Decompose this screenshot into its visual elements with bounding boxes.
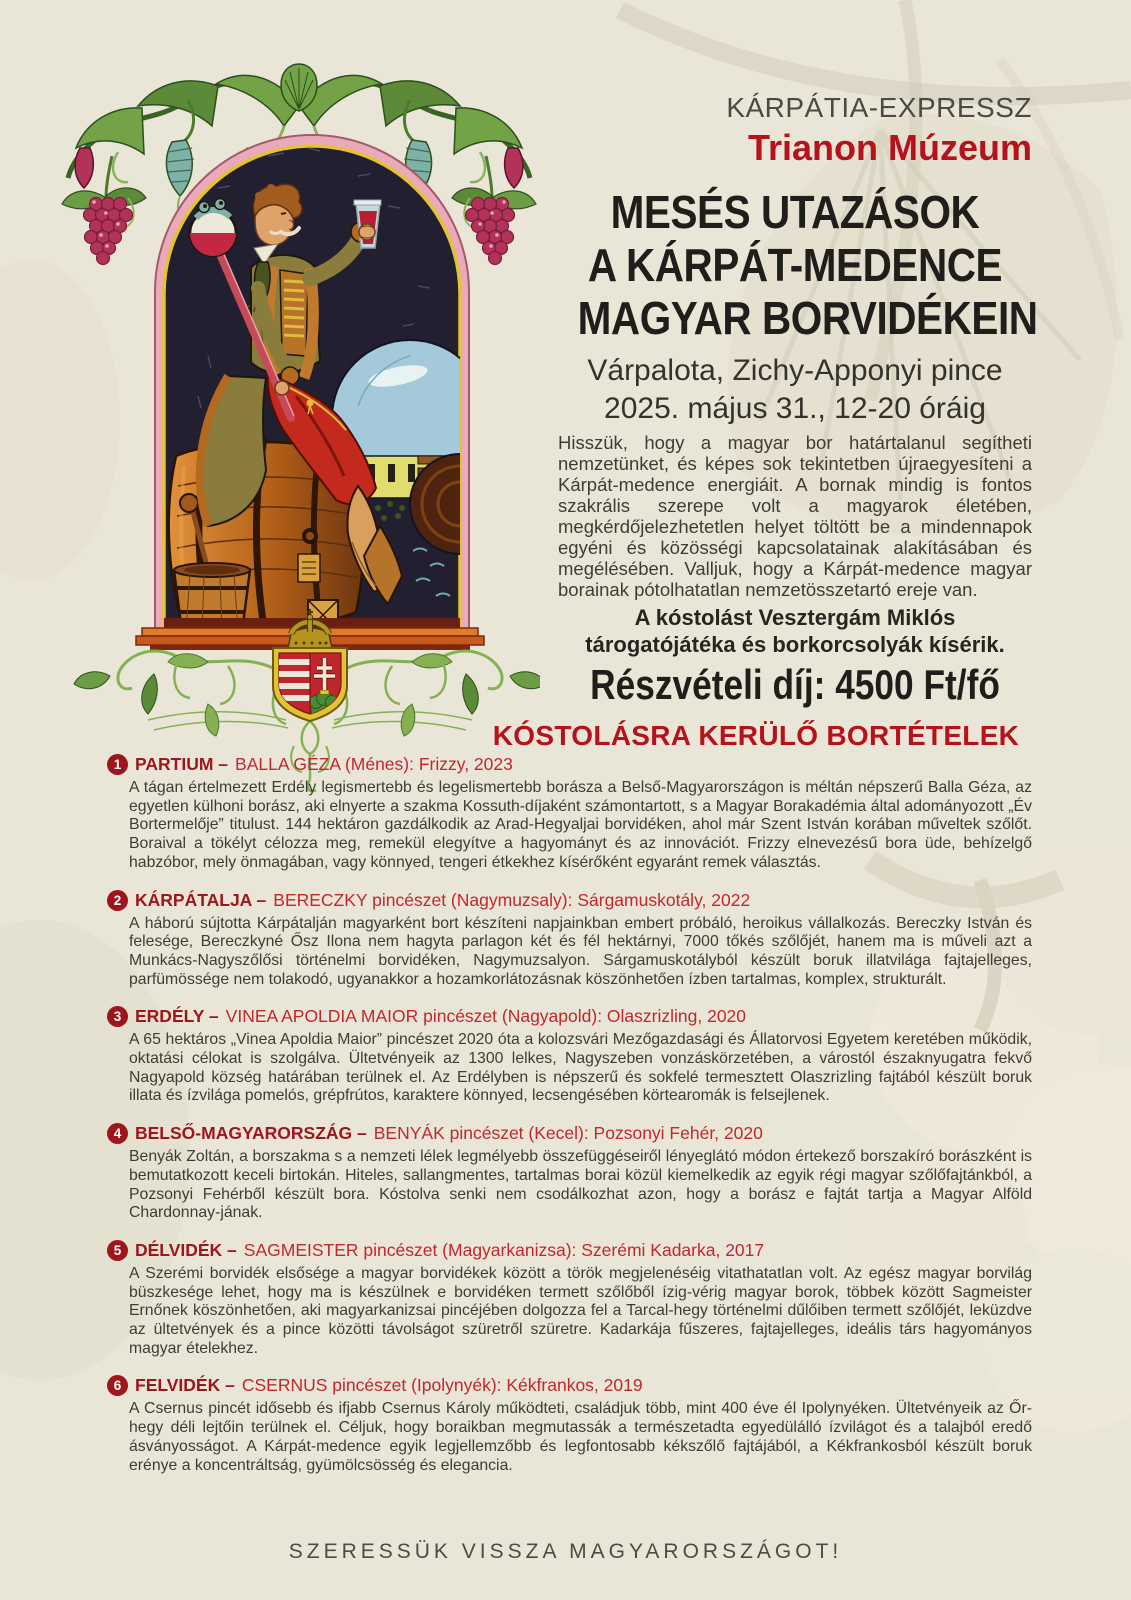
- wine-producer: CSERNUS pincészet (Ipolynyék): Kékfrankos, 2019: [241, 1375, 643, 1396]
- wine-number-badge: 2: [107, 890, 128, 911]
- accompaniment-note: A kóstolást Vesztergám Miklós tárogatójátéka és borkorcsolyák kísérik.: [585, 605, 1005, 657]
- wine-list-item: [99, 754, 1032, 873]
- wine-number-badge: 3: [107, 1006, 128, 1027]
- header-block: [726, 92, 1032, 169]
- wine-description: A háború sújtotta Kárpátalján magyarként bort készíteni napjainkban embert próbáló, heroikus vállalkozás. Bereczky István és felesége, Bereczkyné Ősz Ilona nem hagyta parlagon két és fél hektárnyi, 7000 tőkés szőlőjét, hanem ma is műveli azt a Munkács-Nagyszőlősi történelmi borvidéken, Nagymuzsalyon. Sárgamuskotályból készült boruk illatvilága fajtajelleges, parfümössége nem tolakodó, ugyanakkor a hozamkorlátozásnak köszönhetően ízben tartalmas, komplex, strukturált.: [129, 914, 1032, 988]
- wine-list-item: [99, 1375, 1032, 1475]
- wine-region: KÁRPÁTALJA –: [135, 889, 267, 910]
- wine-producer: SAGMEISTER pincészet (Magyarkanizsa): Szerémi Kadarka, 2017: [243, 1239, 765, 1260]
- wine-number-badge: 5: [107, 1240, 128, 1261]
- wine-description: Benyák Zoltán, a borszakma s a nemzeti lélek legmélyebb összefüggéseiről lényeglátó módon értekező borszakíró borászként is bemutatkozott keceli birtokán. Hiteles, sallangmentes, tartalmas borai közül kiemelkedik az egyik régi magyar szőlőfajtánkból, a Pozsonyi Fehérből készült bora. Kóstolva senki nem csodálkozhat azon, hogy a borász e fajtát tartja a Magyar Alföld Chardonnay-jának.: [129, 1148, 1032, 1222]
- wine-region: ERDÉLY –: [135, 1006, 219, 1027]
- wine-heading: [99, 890, 1032, 911]
- wine-heading: [99, 1375, 1032, 1396]
- wine-number-badge: 6: [107, 1375, 128, 1396]
- page-title: MESÉS UTAZÁSOK A KÁRPÁT-MEDENCE MAGYAR BORVIDÉKEIN: [577, 186, 1038, 344]
- intro-paragraph: Hisszük, hogy a magyar bor határtalanul segítheti nemzetünket, és képes sok tekintetben újraegyesíteni a Kárpát-medence energiáit. A bornak mindig is fontos szakrális szerepe volt a magyarok életében, megkérdőjelezhetetlen helyet töltött be a mindennapok egyéni és közösségi kapcsolatainak alakításában és megélésében. Valljuk, hogy a Kárpát-medence magyar borainak pótolhatatlan nemzetösszetartó ereje van.: [558, 432, 1032, 600]
- wine-number-badge: 4: [107, 1123, 128, 1144]
- event-venue: Várpalota, Zichy-Apponyi pince: [587, 354, 1003, 387]
- wine-list: [99, 754, 1032, 1492]
- wine-number-badge: 1: [107, 754, 128, 775]
- wine-description: A 65 hektáros „Vinea Apoldia Maior” pincészet 2020 óta a kolozsvári Mezőgazdasági és Állatorvosi Egyetem keretében működik, oktatási célokat is szolgálva. Ültetvényeik az 1300 lelkes, Nagyszeben vonzáskörzetében, a várostól északnyugatra fekvő Nagyapold község határában terülnek el. Az Erdélyben is népszerű és sokfelé termesztett Olaszrizling fajtából készült boruk illata és ízvilága pomelós, grépfrútos, karaktere könnyed, lecsengésében körtearomák is felsejlenek.: [129, 1031, 1032, 1105]
- wine-list-item: [99, 1123, 1032, 1223]
- wine-region: DÉLVIDÉK –: [135, 1239, 237, 1260]
- organizer-name: KÁRPÁTIA-EXPRESSZ: [726, 92, 1032, 123]
- wine-list-item: [99, 890, 1032, 990]
- wine-producer: BENYÁK pincészet (Kecel): Pozsonyi Fehér, 2020: [373, 1123, 763, 1144]
- footer-slogan: SZERESSÜK VISSZA MAGYARORSZÁGOT!: [288, 1540, 843, 1563]
- barrel-end: [410, 454, 510, 554]
- wine-region: PARTIUM –: [135, 754, 229, 774]
- grape-cluster: [62, 156, 146, 265]
- wine-list-title: KÓSTOLÁSRA KERÜLŐ BORTÉTELEK: [492, 720, 1020, 751]
- wine-heading: [99, 1123, 1032, 1144]
- wine-heading: [99, 754, 1032, 775]
- wine-producer: BALLA GÉZA (Ménes): Frizzy, 2023: [235, 754, 513, 774]
- participation-fee: Részvételi díj: 4500 Ft/fő: [590, 661, 1000, 708]
- wine-producer: VINEA APOLDIA MAIOR pincészet (Nagyapold): Olaszrizling, 2020: [225, 1006, 747, 1027]
- wine-description: A Csernus pincét idősebb és ifjabb Csernus Károly működteti, családjuk több, mint 400 éve él Ipolynyéken. Ültetvényeik az Őr-hegy déli lejtőin terülnek el. Céljuk, hogy boraikban megmutassák a természetadta egyedülálló ízvilágot és a talajból eredő ásványosságot. A Kárpát-medence egyik legjellemzőbb és legfontosabb kékszőlő fajtájából, a Kékfrankosból készült boruk erénye a koncentráltság, gyümölcsösség és elegancia.: [129, 1400, 1032, 1474]
- wine-region: BELSŐ-MAGYARORSZÁG –: [135, 1123, 367, 1144]
- title-block: [548, 186, 1042, 426]
- wine-heading: [99, 1240, 1032, 1261]
- wine-description: A tágan értelmezett Erdély legismertebb és legelismertebb borásza a Belső-Magyarországon is méltán népszerű Balla Géza, az egyetlen külhoni borász, aki elnyerte a szakma Kossuth-díjaként számontartott, s a Magyar Borakadémia által adományozott „Év Bortermelője” titulust. 144 hektáron gazdálkodik az Arad-Hegyaljai borvidéken, ahol már Szent István korában műveltek szőlőt. Boraival a tökélyt célozza meg, remekül elegyítve a hagyományt és az innovációt. Frizzy elnevezésű bora üde, behízelgő habzóbor, mely önmagában, vagy könnyed, tengeri étkekhez kísérőként egyaránt remek választás.: [129, 779, 1032, 871]
- wine-description: A Szerémi borvidék elsősége a magyar borvidékek között a török megjelenéséig vitathatatlan volt. Az egész magyar borvilág büszkesége lehet, hogy ma is készülnek e borvidéken termett szőlőből ízig-vérig magyar borok, többek között Sagmeister Ernőnek köszönhetően, aki magyarkanizsai pincéjében dolgozza fel a Tarcal-hegy történelmi dűlőiben termett szőlőjét, leküzdve az ültetvények és a pince közötti távolságot szüretről szüretre. Kadarkája fűszeres, fajtajelleges, ideális társ hagyományos magyar ételekhez.: [129, 1264, 1032, 1357]
- event-datetime: 2025. május 31., 12-20 óráig: [604, 392, 986, 425]
- wine-list-item: [99, 1240, 1032, 1359]
- wine-label-illustration: [58, 56, 540, 796]
- wine-heading: [99, 1006, 1032, 1027]
- wine-list-item: [99, 1006, 1032, 1106]
- wine-producer: BERECZKY pincészet (Nagymuzsaly): Sárgamuskotály, 2022: [273, 889, 751, 910]
- wine-region: FELVIDÉK –: [135, 1375, 235, 1396]
- museum-name: Trianon Múzeum: [747, 127, 1032, 168]
